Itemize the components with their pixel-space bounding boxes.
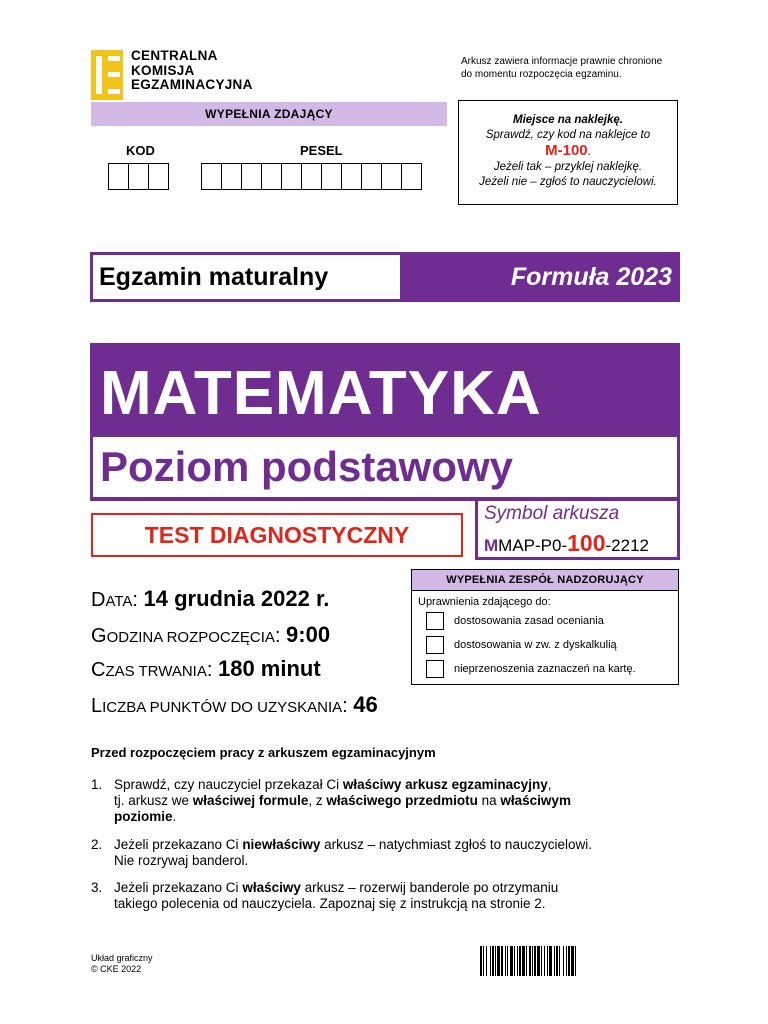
notice-line-2: do momentu rozpoczęcia egzaminu. xyxy=(461,69,622,80)
info-start: GODZINA ROZPOCZĘCIA: 9:00 xyxy=(91,622,331,647)
checkbox[interactable] xyxy=(426,636,444,654)
supervisor-head: WYPEŁNIA ZESPÓŁ NADZORUJĄCY xyxy=(412,570,678,591)
logo-text xyxy=(131,49,253,93)
instruction-item: 2. Jeżeli przekazano Ci niewłaściwy arkusz – natychmiast zgłoś to nauczycielowi. Nie rozrywaj banderol. xyxy=(91,837,592,868)
sticker-line-5: Jeżeli nie – zgłoś to nauczycielowi. xyxy=(479,176,657,188)
supervisor-text: Uprawnienia zdającego do: xyxy=(418,596,551,608)
sticker-line-2: Sprawdź, czy kod na naklejce to xyxy=(485,129,651,141)
checkbox[interactable] xyxy=(426,660,444,678)
footer-line-1: Układ graficzny xyxy=(91,953,153,963)
option-row[interactable]: dostosowania zasad oceniania xyxy=(426,612,604,630)
logo-line-3: EGZAMINACYJNA xyxy=(131,77,253,92)
option-row[interactable]: dostosowania w zw. z dyskalkulią xyxy=(426,636,617,654)
candidate-fill-bar: WYPEŁNIA ZDAJĄCY xyxy=(91,102,447,126)
symbol-title: Symbol arkusza xyxy=(484,503,620,524)
logo-line-2: KOMISJA xyxy=(131,62,195,78)
exam-name: Egzamin maturalny xyxy=(93,255,400,299)
checkbox[interactable] xyxy=(426,612,444,630)
pesel-label: PESEL xyxy=(300,143,343,158)
barcode xyxy=(480,946,678,976)
kod-boxes[interactable] xyxy=(109,163,169,190)
sticker-box: Miejsce na naklejkę. Sprawdź, czy kod na naklejce to M-100. Jeżeli tak – przyklej naklejkę. Jeżeli nie – zgłoś to nauczycielowi. xyxy=(458,100,678,205)
info-points: LICZBA PUNKTÓW DO UZYSKANIA: 46 xyxy=(91,692,378,717)
footer-line-2: © CKE 2022 xyxy=(91,964,142,974)
subject-title: MATEMATYKA xyxy=(100,359,542,428)
instruction-item: 3. Jeżeli przekazano Ci właściwy arkusz – rozerwij banderole po otrzymaniu takiego polecenia od nauczyciela. Zapoznaj się z instrukcją na stronie 2. xyxy=(91,880,559,911)
info-date: DATA: 14 grudnia 2022 r. xyxy=(91,586,330,611)
info-duration: CZAS TRWANIA: 180 minut xyxy=(91,656,321,681)
level-title: Poziom podstawowy xyxy=(100,443,514,490)
logo-line-1: CENTRALNA xyxy=(131,48,218,63)
test-label: TEST DIAGNOSTYCZNY xyxy=(91,513,463,557)
option-row[interactable]: nieprzenoszenia zaznaczeń na kartę. xyxy=(426,660,636,678)
cke-logo-mark xyxy=(91,50,123,100)
sticker-code: M-100 xyxy=(545,142,588,159)
symbol-code: MMAP-P0-100-2212 xyxy=(484,530,649,556)
sticker-line-4: Jeżeli tak – przyklej naklejkę. xyxy=(493,161,643,173)
sticker-title: Miejsce na naklejkę. xyxy=(513,114,623,126)
logo-e-shape xyxy=(108,56,120,94)
legal-notice xyxy=(461,55,662,81)
kod-label: KOD xyxy=(126,143,155,158)
exam-formula: Formuła 2023 xyxy=(510,263,672,291)
supervisor-box xyxy=(411,569,679,685)
instruction-item: 1. Sprawdź, czy nauczyciel przekazał Ci właściwy arkusz egzaminacyjny, tj. arkusz we właściwej formule, z właściwego przedmiotu na właściwym poziomie. xyxy=(91,777,571,824)
instructions-heading: Przed rozpoczęciem pracy z arkuszem egzaminacyjnym xyxy=(91,745,436,760)
footer xyxy=(91,953,153,975)
notice-line-1: Arkusz zawiera informacje prawnie chronione xyxy=(461,56,663,67)
pesel-boxes[interactable] xyxy=(202,163,422,190)
